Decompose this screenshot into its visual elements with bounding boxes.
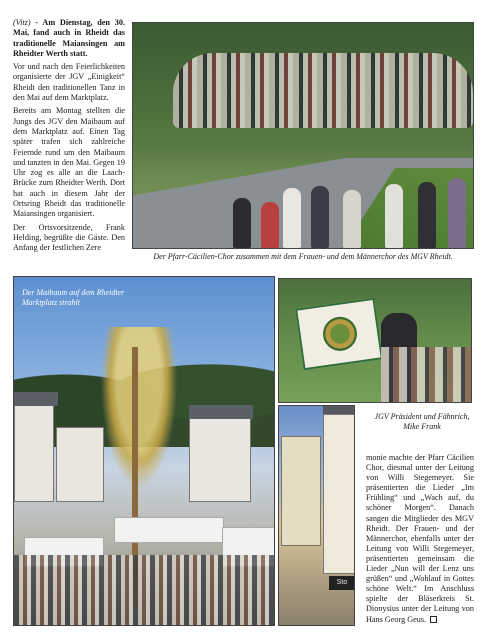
house-roof [14, 392, 58, 406]
article-continuation: monie machte der Pfarr Cäcilien Chor, diesmal unter der Leitung von Willi Stegemeyer. Sie präsentierten die Lieder „Im Frühling“ und „Wach auf, du schöner Morgen“. Danach sangen die Mitglieder des MGV Rheidt. Der Frauen- und der Männerchor, ebenfalls unter der Leitung von Willi Stegemeyer, präsentierten gemeinsam die Lieder „Nun will der Lenz uns grüßen“ und „Wohlauf in Gottes schöne Welt.“ Im Anschluss spielte der Bläserkreis St. Dionysius unter der Leitung von Hans Georg Geus. [366, 453, 474, 624]
street-photo [278, 405, 355, 626]
house [14, 402, 54, 502]
house [189, 417, 251, 502]
person-figure [311, 186, 329, 248]
article-source: (Vitz) [13, 18, 31, 27]
flag-caption: JGV Präsident und Fähnrich, Mike Frank [374, 412, 470, 431]
festival-crowd [14, 555, 274, 625]
article-lead-text: - Am Dienstag, den 30. Mai, fand auch in Rheidt das traditionelle Maiansingen am Rheidter Werth statt. [13, 18, 125, 58]
person-figure [261, 202, 279, 248]
person-figure [343, 190, 361, 248]
article-column-left [13, 18, 125, 257]
end-of-article-mark [430, 616, 437, 623]
person-figure [385, 184, 403, 248]
choir-photo [132, 22, 474, 249]
maibaum-caption: Der Maibaum auf dem Rheidter Marktplatz strahlt [22, 288, 125, 307]
maibaum-photo [13, 276, 275, 626]
article-lead [13, 18, 125, 59]
shop-sign: Sto [329, 576, 355, 590]
person-figure [283, 188, 301, 248]
flag-emblem [321, 315, 359, 353]
person-figure [448, 178, 466, 248]
article-paragraph: Vor und nach den Feierlichkeiten organisierte der JGV „Einigkeit“ Rheidt den traditionellen Tanz in den Mai auf dem Marktplatz. [13, 62, 125, 103]
choir-caption: Der Pfarr-Cäcilien-Chor zusammen mit dem Frauen- und dem Männerchor des MGV Rheidt. [153, 252, 453, 261]
house-roof [189, 405, 253, 419]
article-paragraph: Bereits am Montag stellten die Jungs des JGV den Maibaum auf dem Marktplatz auf. Einen Tag später trafen sich zahlreiche Feiernde rund um den Maibaum und tanzten in den Mai. Gegen 19 Uhr zog es alle an die Laach-Brücke zum Rheidter Werth. Dort hat auch in diesem Jahr der Ortsring Rheidt das traditionelle Maiansingen organisiert. [13, 106, 125, 219]
flag-photo [278, 278, 472, 403]
club-flag [295, 298, 383, 371]
person-figure [418, 182, 436, 248]
building [323, 414, 355, 574]
building [281, 436, 321, 546]
person-figure [233, 198, 251, 248]
article-column-right [366, 453, 474, 625]
maibaum-crown [94, 327, 184, 507]
choir-crowd [173, 53, 473, 128]
article-paragraph: Der Ortsvorsitzende, Frank Helding, begrüßte die Gäste. Den Anfang der festlichen Zere [13, 222, 125, 253]
spectators [381, 347, 471, 402]
festival-tent [114, 517, 224, 543]
